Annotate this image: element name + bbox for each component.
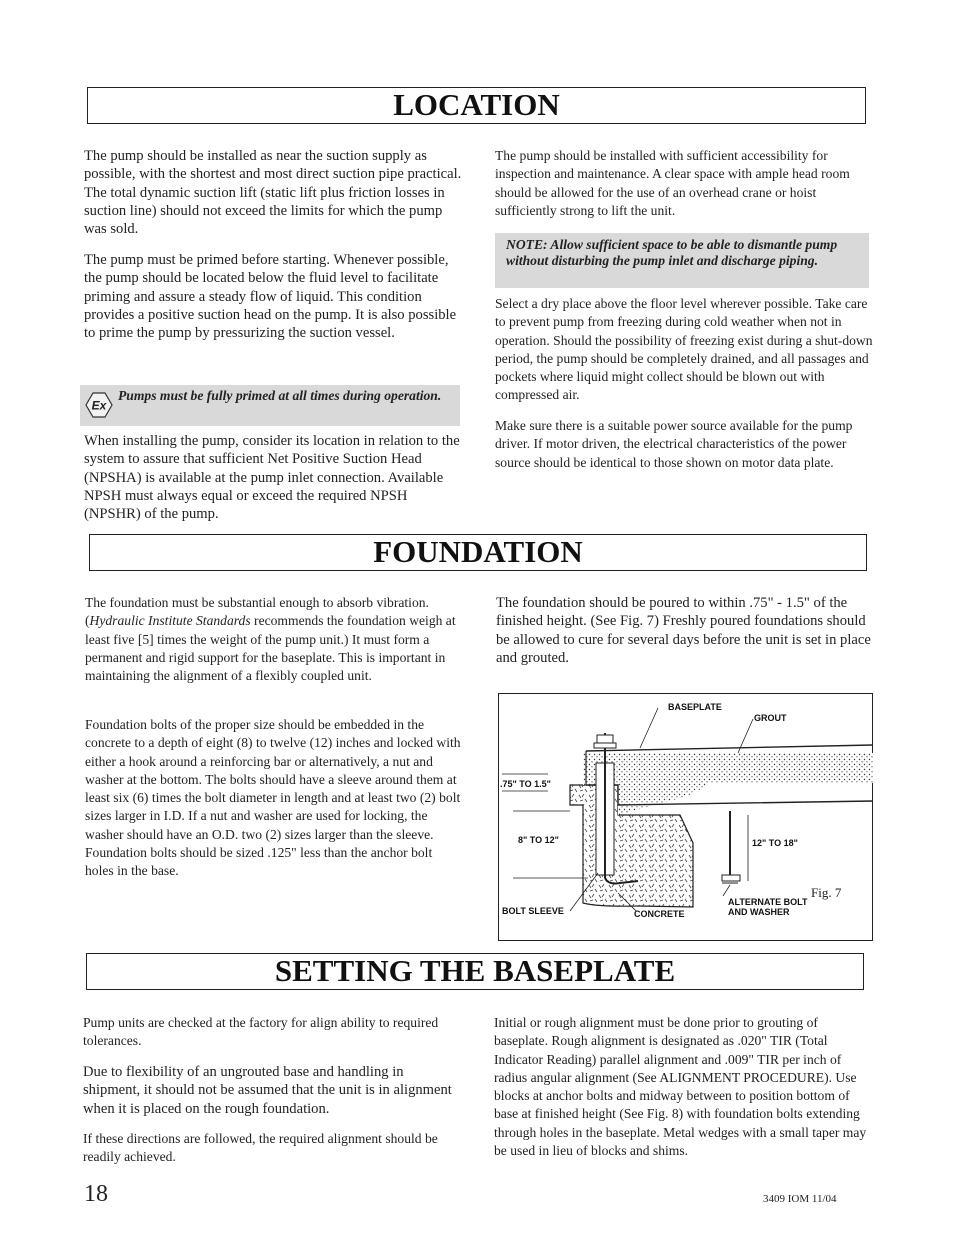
label-baseplate: BASEPLATE [668, 702, 722, 712]
document-id: 3409 IOM 11/04 [763, 1193, 837, 1205]
label-bolt-sleeve: BOLT SLEEVE [502, 906, 564, 916]
ex-note-text: Pumps must be fully primed at all times during operation. [118, 388, 442, 403]
alternate-washer [722, 875, 740, 881]
baseplate-left-paragraph-3: If these directions are followed, the required alignment should be readily achieved. [83, 1131, 438, 1165]
foundation-figure-7 [498, 693, 873, 941]
label-dim-depth: 8" TO 12" [518, 835, 559, 845]
location-right-paragraph-1: The pump should be installed with sufficient accessibility for inspection and maintenance. A clear space with ample head room should be allowed for the use of an overhead crane or hoist sufficiently strong to lift the unit. [495, 148, 850, 218]
page-number: 18 [84, 1181, 108, 1207]
label-and-washer: AND WASHER [728, 907, 790, 917]
baseplate-right-paragraph-1: Initial or rough alignment must be done prior to grouting of baseplate. Rough alignment is designated as .020" TIR (Total Indicator Reading) parallel alignment and .009" TIR per inch of radius angular alignment (See ALIGNMENT PROCEDURE). Use blocks at anchor bolts and midway between to position bottom of base at finished height (See Fig. 8) with foundation bolts extending through holes in the baseplate. Metal wedges with a small taper may be used in lieu of blocks and shims. [494, 1015, 867, 1159]
foundation-left-paragraph-1 [85, 594, 461, 685]
location-left-paragraph-3: When installing the pump, consider its location in relation to the system to assure that sufficient Net Positive Suction Head (NPSHA) is available at the pump inlet connection. Available NPSH must always equal or exceed the required NPSH (NPSHR) of the pump. [84, 433, 460, 523]
ex-warning-note [80, 385, 460, 426]
location-heading: LOCATION [87, 87, 866, 124]
baseplate-left-paragraph-2: Due to flexibility of an ungrouted base and handling in shipment, it should not be assumed that the unit is in alignment when it is placed on the rough foundation. [83, 1064, 452, 1117]
label-grout: GROUT [754, 713, 787, 723]
location-right-paragraph-2: Select a dry place above the floor level wherever possible. Take care to prevent pump from freezing during cold weather when not in operation. Should the possibility of freezing exist during a shut-down period, the pump should be completely drained, and all passages and pockets where liquid might collect should be blown out with compressed air. [495, 296, 873, 403]
atex-ex-icon [85, 392, 113, 418]
foundation-p1-end: recommends the foundation weigh at least five [5] times the weight of the pump unit.) It must form a permanent and rigid support for the baseplate. This is important in maintaining the alignment of a flexibly coupled unit. [85, 613, 456, 684]
foundation-left-paragraph-2: Foundation bolts of the proper size should be embedded in the concrete to a depth of eight (8) to twelve (12) inches and locked with either a hook around a reinforcing bar or alternatively, a nut and washer at the bottom. The bolts should have a sleeve around them at least six (6) times the bolt diameter in length and at least two (2) bolt sizes larger in I.D. If a nut and washer are used for locking, the washer should have an O.D. two (2) sizes larger than the sleeve. Foundation bolts should be sized .125" less than the anchor bolt holes in the base. [85, 717, 461, 879]
label-dim-alt: 12" TO 18" [752, 838, 798, 848]
label-concrete: CONCRETE [634, 909, 685, 919]
foundation-p1-start: The foundation must be substantial enough to absorb vibration. ( [85, 595, 429, 629]
location-right-note: NOTE: Allow sufficient space to be able to dismantle pump without disturbing the pump inlet and discharge piping. [495, 233, 869, 288]
bolt-nut [597, 735, 613, 743]
label-dim-top: .75" TO 1.5" [500, 779, 551, 789]
atex-ex-symbol: Ex [91, 398, 107, 413]
baseplate-heading: SETTING THE BASEPLATE [86, 953, 864, 990]
location-right-paragraph-3: Make sure there is a suitable power source available for the pump driver. If motor driven, the electrical characteristics of the power source should be identical to those shown on motor data plate. [495, 418, 853, 470]
foundation-heading: FOUNDATION [89, 534, 867, 571]
location-left-paragraph-2: The pump must be primed before starting. Whenever possible, the pump should be located below the fluid level to facilitate priming and assure a steady flow of liquid. This condition provides a positive suction head on the pump. It is also possible to prime the pump by pressurizing the suction vessel. [84, 252, 457, 342]
location-left-paragraph-1: The pump should be installed as near the suction supply as possible, with the shortest and most direct suction pipe practical. The total dynamic suction lift (static lift plus friction losses in suction line) should not exceed the limits for which the pump was sold. [84, 148, 462, 238]
baseplate-left-paragraph-1: Pump units are checked at the factory for align ability to required tolerances. [83, 1015, 439, 1049]
foundation-right-paragraph-1: The foundation should be poured to within .75" - 1.5" of the finished height. (See Fig. 7) Freshly poured foundations should be allowed to cure for several days before the unit is set in place and grouted. [496, 595, 871, 666]
figure-caption: Fig. 7 [811, 885, 842, 900]
hydraulic-institute-standards: Hydraulic Institute Standards [89, 613, 251, 629]
label-alternate-bolt: ALTERNATE BOLT [728, 897, 808, 907]
